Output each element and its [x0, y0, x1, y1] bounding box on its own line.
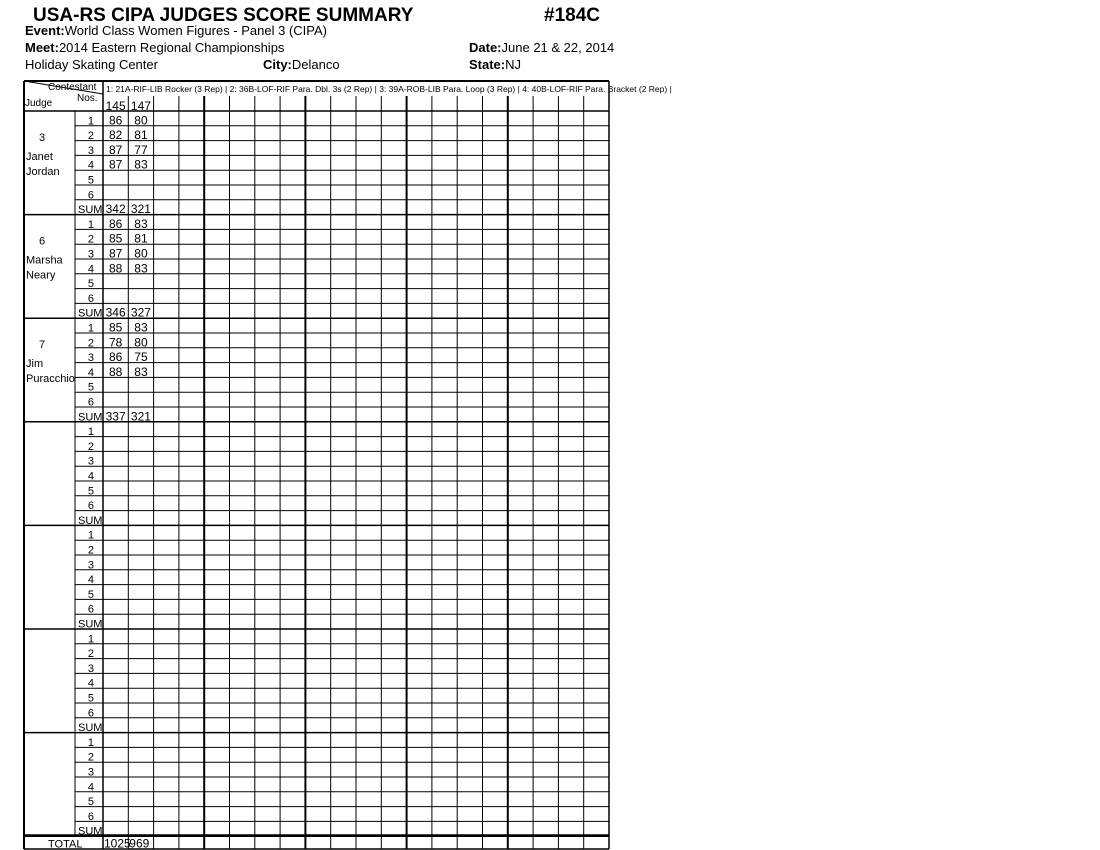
meet-value: 2014 Eastern Regional Championships: [58, 40, 285, 55]
sum-value: 321: [130, 202, 151, 217]
total-value: 969: [129, 836, 150, 850]
judge-number: 3: [38, 132, 46, 144]
row-number: 4: [87, 159, 94, 172]
row-number: 1: [87, 218, 94, 231]
score-value: 86: [108, 113, 123, 128]
score-value: 87: [108, 157, 123, 172]
row-number: 3: [87, 559, 94, 572]
meet-label: Meet:: [25, 40, 59, 55]
score-value: 86: [108, 350, 123, 365]
contestant-number: 145: [105, 99, 126, 113]
score-value: 80: [134, 113, 148, 128]
score-value: 82: [108, 128, 123, 143]
row-number: 4: [87, 263, 94, 276]
nos-label: Nos.: [77, 93, 98, 104]
judge-number: 7: [38, 339, 46, 352]
score-value: 78: [108, 335, 123, 350]
venue-value: Holiday Skating Center: [25, 57, 158, 72]
score-value: 75: [134, 350, 148, 365]
date-value: June 21 & 22, 2014: [501, 40, 615, 55]
row-number: 5: [87, 485, 94, 498]
contestant-label: Contestant: [48, 82, 97, 93]
row-number: 5: [87, 588, 94, 601]
row-number: 5: [87, 278, 94, 291]
score-value: 85: [108, 231, 123, 246]
row-number: 5: [87, 174, 94, 187]
row-number: 2: [87, 751, 94, 764]
sum-value: 327: [130, 305, 151, 320]
city-label: City:: [263, 57, 292, 72]
city-value: Delanco: [291, 57, 340, 72]
report-title: USA-RS CIPA JUDGES SCORE SUMMARY: [33, 5, 414, 26]
row-number: 6: [87, 500, 94, 513]
score-value: 88: [108, 364, 123, 379]
row-number: 3: [87, 662, 94, 675]
row-number: 2: [87, 337, 94, 350]
sum-value: 346: [105, 305, 126, 320]
sum-label: SUM: [78, 411, 103, 424]
sum-label: SUM: [78, 514, 103, 527]
score-value: 88: [108, 261, 123, 276]
row-number: 2: [87, 233, 94, 246]
score-value: 85: [108, 320, 123, 335]
sum-label: SUM: [78, 825, 103, 838]
figures-line: 1: 21A-RIF-LIB Rocker (3 Rep) | 2: 36B-LOF-RIF Para. Dbl. 3s (2 Rep) | 3: 39A-ROB-LIB Para. Loop (3 Rep) | 4: 40B-LOF-RIF Para. Bracket (2 Rep) |: [106, 84, 672, 94]
score-value: 83: [134, 216, 148, 231]
score-value: 87: [108, 246, 123, 261]
score-value: 83: [134, 364, 148, 379]
row-number: 1: [87, 426, 94, 439]
row-number: 1: [87, 322, 94, 335]
judge-first-name: Marsha: [26, 254, 63, 267]
row-number: 4: [87, 574, 94, 587]
sum-value: 342: [105, 202, 126, 217]
row-number: 2: [87, 440, 94, 453]
judge-first-name: Janet: [26, 151, 53, 163]
row-number: 3: [87, 352, 94, 365]
row-number: 3: [87, 248, 94, 261]
row-number: 6: [87, 603, 94, 616]
sum-label: SUM: [78, 204, 103, 217]
judge-number: 6: [38, 235, 46, 248]
sum-label: SUM: [78, 722, 103, 735]
contestant-number: 147: [130, 99, 151, 113]
judge-last-name: Jordan: [26, 166, 60, 178]
sum-value: 321: [130, 409, 151, 424]
total-label: TOTAL: [48, 838, 83, 850]
state-label: State:: [469, 57, 506, 72]
score-value: 77: [134, 142, 148, 157]
score-value: 83: [134, 320, 148, 335]
row-number: 2: [87, 648, 94, 661]
report-code: #184C: [544, 5, 600, 26]
row-number: 3: [87, 144, 94, 157]
row-number: 4: [87, 677, 94, 690]
row-number: 6: [87, 810, 94, 823]
judge-last-name: Neary: [26, 269, 56, 282]
score-value: 86: [108, 216, 123, 231]
row-number: 6: [87, 189, 94, 202]
event-label: Event:: [25, 23, 65, 38]
event-value: World Class Women Figures - Panel 3 (CIPA): [64, 23, 327, 38]
sum-value: 337: [105, 409, 126, 424]
row-number: 6: [87, 707, 94, 720]
row-number: 6: [87, 396, 94, 409]
row-number: 1: [87, 736, 94, 749]
row-number: 3: [87, 766, 94, 779]
sum-label: SUM: [78, 618, 103, 631]
row-number: 1: [87, 633, 94, 646]
judge-last-name: Puracchio: [26, 373, 75, 386]
row-number: 6: [87, 292, 94, 305]
row-number: 5: [87, 692, 94, 705]
row-number: 5: [87, 381, 94, 394]
row-number: 2: [87, 544, 94, 557]
row-number: 1: [87, 115, 94, 128]
score-value: 80: [134, 246, 148, 261]
score-value: 81: [134, 231, 148, 246]
row-number: 1: [87, 529, 94, 542]
score-value: 80: [134, 335, 148, 350]
date-label: Date:: [469, 40, 502, 55]
score-value: 81: [134, 128, 148, 143]
row-number: 2: [87, 130, 94, 143]
row-number: 5: [87, 796, 94, 809]
score-value: 83: [134, 261, 148, 276]
sum-label: SUM: [78, 307, 103, 320]
judge-label: Judge: [25, 98, 53, 109]
score-value: 83: [134, 157, 148, 172]
state-value: NJ: [505, 57, 522, 72]
row-number: 4: [87, 366, 94, 379]
row-number: 4: [87, 470, 94, 483]
total-value: 1025: [104, 836, 131, 850]
row-number: 3: [87, 455, 94, 468]
row-number: 4: [87, 781, 94, 794]
judge-first-name: Jim: [26, 358, 44, 371]
score-value: 87: [108, 142, 123, 157]
